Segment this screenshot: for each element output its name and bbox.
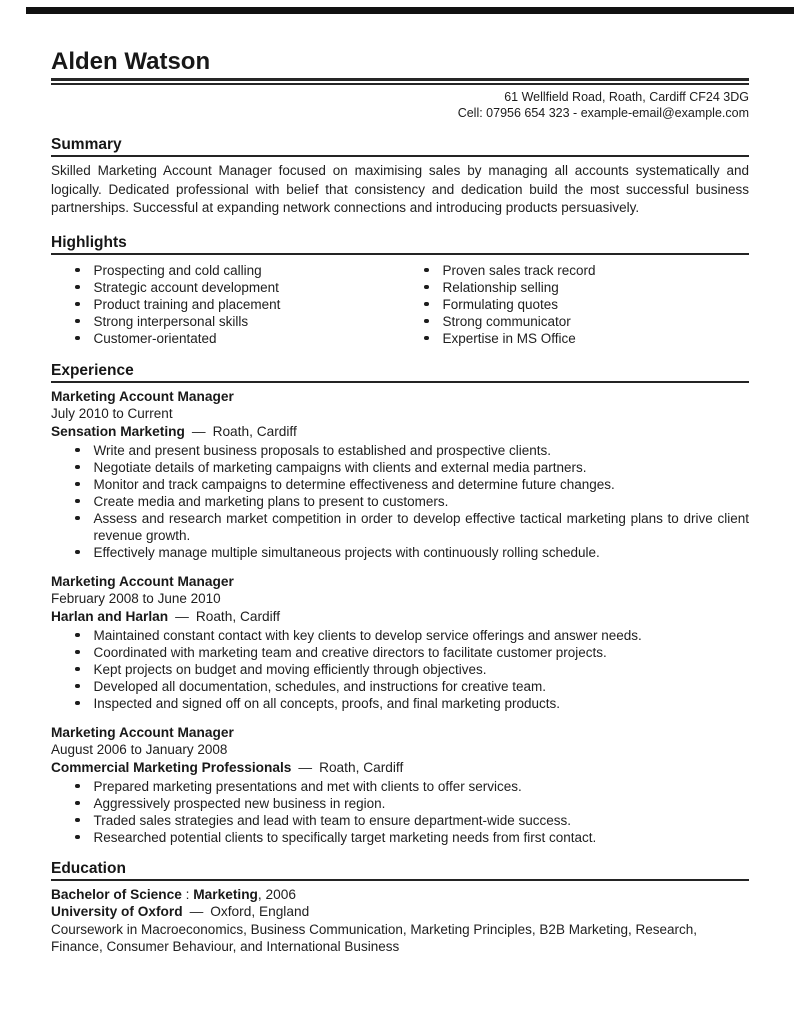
job-entry <box>51 573 749 712</box>
highlights-heading: Highlights <box>51 233 749 255</box>
bullet-dot <box>75 319 80 324</box>
bullet-dot <box>75 516 80 521</box>
list-item <box>400 330 749 347</box>
job-bullet: Negotiate details of marketing campaigns with clients and external media partners. <box>93 459 587 475</box>
bullet-dot <box>75 336 80 341</box>
dash-separator: — <box>298 759 313 775</box>
bullet-dot <box>424 268 429 273</box>
highlight-label: Prospecting and cold calling <box>93 262 262 278</box>
highlight-label: Strong communicator <box>442 313 571 329</box>
job-bullet-list <box>51 778 749 846</box>
job-bullet: Monitor and track campaigns to determine effectiveness and determine future changes. <box>93 476 615 492</box>
job-location: Roath, Cardiff <box>319 759 404 775</box>
job-bullet-list <box>51 442 749 561</box>
header-double-rule <box>51 78 749 85</box>
company-name: Sensation Marketing <box>51 423 185 439</box>
bullet-dot <box>424 336 429 341</box>
education-coursework: Coursework in Macroeconomics, Business Communication, Marketing Principles, B2B Marketing, Research, Finance, Consumer Behaviour, and International Business <box>51 921 698 954</box>
job-bullet: Inspected and signed off on all concepts, proofs, and final marketing products. <box>93 695 561 711</box>
bullet-dot <box>75 633 80 638</box>
list-item <box>51 476 749 493</box>
list-item <box>400 296 749 313</box>
bullet-dot <box>75 818 80 823</box>
bullet-dot <box>75 684 80 689</box>
list-item <box>51 812 749 829</box>
list-item <box>51 296 400 313</box>
job-bullet: Kept projects on budget and moving efficiently through objectives. <box>93 661 487 677</box>
bullet-dot <box>424 319 429 324</box>
list-item <box>51 279 400 296</box>
job-company-line <box>51 608 749 625</box>
job-bullet: Write and present business proposals to established and prospective clients. <box>93 442 552 458</box>
bullet-dot <box>424 285 429 290</box>
bullet-dot <box>75 482 80 487</box>
list-item <box>51 678 749 695</box>
list-item <box>51 695 749 712</box>
resume-content <box>51 0 749 956</box>
highlight-label: Formulating quotes <box>442 296 559 312</box>
job-bullet: Assess and research market competition in order to develop effective tactical marketing plans to drive client revenue growth. <box>93 510 749 543</box>
highlight-label: Proven sales track record <box>442 262 596 278</box>
highlights-right-column <box>400 262 749 347</box>
job-company-line <box>51 423 749 440</box>
dash-separator: — <box>189 904 204 919</box>
job-bullet: Create media and marketing plans to present to customers. <box>93 493 449 509</box>
summary-heading: Summary <box>51 135 749 157</box>
list-item <box>51 493 749 510</box>
list-item <box>51 829 749 846</box>
job-bullet: Researched potential clients to specifically target marketing needs from first contact. <box>93 829 597 845</box>
job-bullet: Prepared marketing presentations and met with clients to offer services. <box>93 778 522 794</box>
list-item <box>51 644 749 661</box>
degree-separator: : <box>181 886 194 902</box>
bullet-dot <box>75 701 80 706</box>
bullet-dot <box>75 465 80 470</box>
job-bullet: Developed all documentation, schedules, and instructions for creative team. <box>93 678 547 694</box>
dash-separator: — <box>175 608 189 624</box>
bullet-dot <box>75 550 80 555</box>
education-degree-line <box>51 886 749 904</box>
list-item <box>51 442 749 459</box>
company-name: Harlan and Harlan <box>51 608 169 624</box>
job-bullet: Traded sales strategies and lead with team to ensure department-wide success. <box>93 812 571 828</box>
bullet-dot <box>75 784 80 789</box>
education-heading: Education <box>51 859 749 881</box>
job-entry <box>51 388 749 561</box>
job-bullet: Aggressively prospected new business in region. <box>93 795 386 811</box>
list-item <box>51 330 400 347</box>
highlight-label: Product training and placement <box>93 296 281 312</box>
list-item <box>51 627 749 644</box>
school-location: Oxford, England <box>210 904 310 919</box>
job-company-line <box>51 759 749 776</box>
highlight-label: Relationship selling <box>442 279 559 295</box>
degree-major: Marketing <box>193 886 258 902</box>
bullet-dot <box>75 448 80 453</box>
job-title: Marketing Account Manager <box>51 388 234 404</box>
job-bullet: Maintained constant contact with key clients to develop service offerings and answer needs. <box>93 627 642 643</box>
bullet-dot <box>75 268 80 273</box>
highlight-label: Customer-orientated <box>93 330 217 346</box>
list-item <box>51 459 749 476</box>
bullet-dot <box>75 835 80 840</box>
list-item <box>51 262 400 279</box>
bullet-dot <box>75 667 80 672</box>
bullet-dot <box>75 285 80 290</box>
experience-heading: Experience <box>51 361 749 383</box>
list-item <box>51 313 400 330</box>
bullet-dot <box>424 302 429 307</box>
list-item <box>51 510 749 544</box>
degree-name: Bachelor of Science <box>51 886 182 902</box>
job-bullet-list <box>51 627 749 712</box>
list-item <box>400 313 749 330</box>
highlight-label: Strategic account development <box>93 279 279 295</box>
job-dates: July 2010 to Current <box>51 405 173 421</box>
list-item <box>400 262 749 279</box>
job-bullet: Coordinated with marketing team and creative directors to facilitate customer projects. <box>93 644 607 660</box>
list-item <box>51 778 749 795</box>
list-item <box>51 544 749 561</box>
job-bullet: Effectively manage multiple simultaneous projects with continuously rolling schedule. <box>93 544 600 560</box>
highlights-columns <box>51 262 749 347</box>
bullet-dot <box>75 302 80 307</box>
degree-year: , 2006 <box>257 886 296 902</box>
highlight-label: Strong interpersonal skills <box>93 313 249 329</box>
highlight-label: Expertise in MS Office <box>442 330 576 346</box>
contact-block <box>51 90 749 121</box>
contact-phone-email: Cell: 07956 654 323 - example-email@example.com <box>457 105 749 120</box>
education-school-line <box>51 903 749 921</box>
contact-address: 61 Wellfield Road, Roath, Cardiff CF24 3DG <box>504 90 749 104</box>
list-item <box>400 279 749 296</box>
job-location: Roath, Cardiff <box>212 423 297 439</box>
candidate-name: Alden Watson <box>51 48 211 75</box>
list-item <box>51 661 749 678</box>
dash-separator: — <box>191 423 206 439</box>
job-title: Marketing Account Manager <box>51 724 234 740</box>
summary-paragraph: Skilled Marketing Account Manager focused on maximising sales by managing all accounts systematically and logically. Dedicated professional with belief that consistency and dedication build the most successful business partnerships. Successful at expanding network connections and introducing products persuasively. <box>51 163 749 215</box>
bullet-dot <box>75 499 80 504</box>
job-entry <box>51 724 749 846</box>
job-location: Roath, Cardiff <box>195 608 281 624</box>
list-item <box>51 795 749 812</box>
bullet-dot <box>75 650 80 655</box>
bullet-dot <box>75 801 80 806</box>
highlights-left-column <box>51 262 400 347</box>
job-title: Marketing Account Manager <box>51 573 234 589</box>
company-name: Commercial Marketing Professionals <box>51 759 292 775</box>
job-dates: August 2006 to January 2008 <box>51 741 228 757</box>
school-name: University of Oxford <box>51 904 183 919</box>
job-dates: February 2008 to June 2010 <box>51 590 221 606</box>
